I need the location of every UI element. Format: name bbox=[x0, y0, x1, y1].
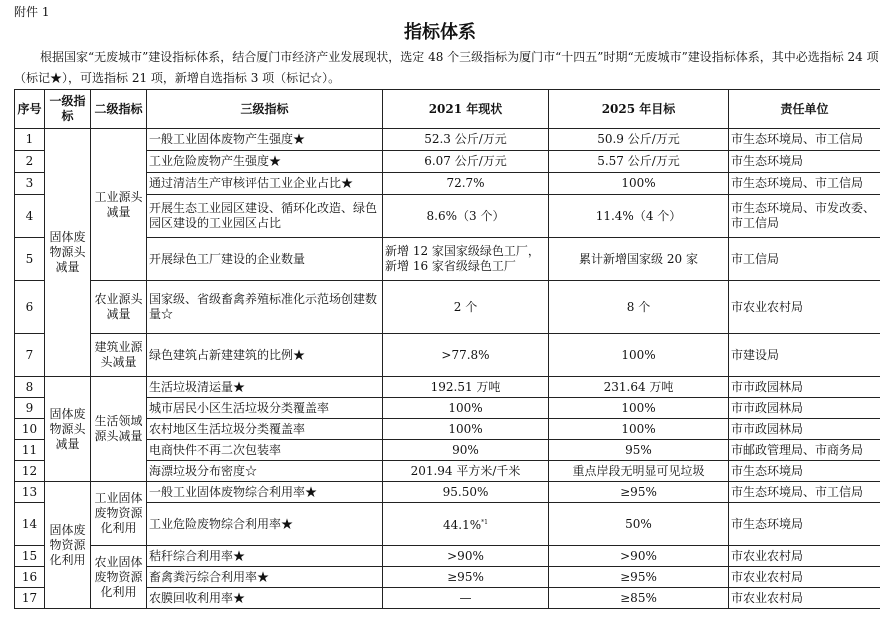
unit-cell: 市农业农村局 bbox=[729, 567, 880, 588]
unit-cell: 市生态环境局、市发改委、市工信局 bbox=[729, 195, 880, 238]
value-2021: 8.6%（3 个） bbox=[383, 195, 549, 238]
row-no: 1 bbox=[15, 129, 45, 151]
unit-cell: 市市政园林局 bbox=[729, 398, 880, 419]
indicator-cell: 工业危险废物综合利用率★ bbox=[147, 503, 383, 546]
indicator-cell: 畜禽粪污综合利用率★ bbox=[147, 567, 383, 588]
value-2021: 100% bbox=[383, 398, 549, 419]
unit-cell: 市生态环境局 bbox=[729, 151, 880, 173]
value-2025: 100% bbox=[549, 334, 729, 377]
value-2025: 100% bbox=[549, 398, 729, 419]
col-header-unit: 责任单位 bbox=[729, 90, 880, 129]
footnote-mark: *1 bbox=[481, 519, 488, 526]
unit-cell: 市市政园林局 bbox=[729, 419, 880, 440]
value-2021: 90% bbox=[383, 440, 549, 461]
unit-cell: 市农业农村局 bbox=[729, 281, 880, 334]
level2-cell: 工业源头减量 bbox=[91, 129, 147, 281]
value-2021 bbox=[383, 503, 549, 546]
value-2025: 100% bbox=[549, 173, 729, 195]
attachment-label: 附件 1 bbox=[14, 5, 50, 19]
indicator-cell: 城市居民小区生活垃圾分类覆盖率 bbox=[147, 398, 383, 419]
value-2021: 2 个 bbox=[383, 281, 549, 334]
level2-cell: 工业固体废物资源化利用 bbox=[91, 482, 147, 546]
unit-cell: 市生态环境局 bbox=[729, 503, 880, 546]
level2-cell: 建筑业源头减量 bbox=[91, 334, 147, 377]
col-header-2025: 2025 年目标 bbox=[549, 90, 729, 129]
row-no: 15 bbox=[15, 546, 45, 567]
level2-cell: 生活领域源头减量 bbox=[91, 377, 147, 482]
value-2021: 192.51 万吨 bbox=[383, 377, 549, 398]
row-no: 10 bbox=[15, 419, 45, 440]
row-no: 4 bbox=[15, 195, 45, 238]
value-2025: 100% bbox=[549, 419, 729, 440]
value-2025: 231.64 万吨 bbox=[549, 377, 729, 398]
value-2025: 50.9 公斤/万元 bbox=[549, 129, 729, 151]
row-no: 13 bbox=[15, 482, 45, 503]
page-title: 指标体系 bbox=[404, 22, 476, 43]
unit-cell: 市工信局 bbox=[729, 238, 880, 281]
table-row bbox=[15, 482, 880, 503]
indicator-cell: 开展绿色工厂建设的企业数量 bbox=[147, 238, 383, 281]
value-2021: 95.50% bbox=[383, 482, 549, 503]
col-header-level2: 二级指标 bbox=[91, 90, 147, 129]
value-2021: 52.3 公斤/万元 bbox=[383, 129, 549, 151]
unit-cell: 市市政园林局 bbox=[729, 377, 880, 398]
table-row bbox=[15, 334, 880, 377]
row-no: 14 bbox=[15, 503, 45, 546]
indicator-cell: 一般工业固体废物产生强度★ bbox=[147, 129, 383, 151]
unit-cell: 市生态环境局、市工信局 bbox=[729, 129, 880, 151]
indicator-cell: 生活垃圾清运量★ bbox=[147, 377, 383, 398]
table-row bbox=[15, 377, 880, 398]
value-2021-text: 44.1% bbox=[443, 518, 482, 532]
value-2021: 6.07 公斤/万元 bbox=[383, 151, 549, 173]
indicator-cell: 工业危险废物产生强度★ bbox=[147, 151, 383, 173]
level1-cell: 固体废物资源化利用 bbox=[45, 482, 91, 609]
col-header-level3: 三级指标 bbox=[147, 90, 383, 129]
value-2025: >90% bbox=[549, 546, 729, 567]
table-header-row bbox=[15, 90, 880, 129]
unit-cell: 市建设局 bbox=[729, 334, 880, 377]
row-no: 8 bbox=[15, 377, 45, 398]
indicator-cell: 海漂垃圾分布密度☆ bbox=[147, 461, 383, 482]
unit-cell: 市农业农村局 bbox=[729, 588, 880, 609]
row-no: 17 bbox=[15, 588, 45, 609]
unit-cell: 市农业农村局 bbox=[729, 546, 880, 567]
value-2025: 95% bbox=[549, 440, 729, 461]
level2-cell: 农业固体废物资源化利用 bbox=[91, 546, 147, 609]
indicator-cell: 农膜回收利用率★ bbox=[147, 588, 383, 609]
value-2021: 100% bbox=[383, 419, 549, 440]
value-2021: 72.7% bbox=[383, 173, 549, 195]
row-no: 6 bbox=[15, 281, 45, 334]
indicator-cell: 通过清洁生产审核评估工业企业占比★ bbox=[147, 173, 383, 195]
value-2021: ≥95% bbox=[383, 567, 549, 588]
col-header-2021: 2021 年现状 bbox=[383, 90, 549, 129]
value-2021: 新增 12 家国家级绿色工厂，新增 16 家省级绿色工厂 bbox=[383, 238, 549, 281]
table-row bbox=[15, 281, 880, 334]
value-2025: 5.57 公斤/万元 bbox=[549, 151, 729, 173]
row-no: 7 bbox=[15, 334, 45, 377]
level1-cell: 固体废物源头减量 bbox=[45, 377, 91, 482]
indicator-cell: 国家级、省级畜禽养殖标准化示范场创建数量☆ bbox=[147, 281, 383, 334]
table-row bbox=[15, 546, 880, 567]
indicator-cell: 绿色建筑占新建建筑的比例★ bbox=[147, 334, 383, 377]
unit-cell: 市生态环境局 bbox=[729, 461, 880, 482]
indicator-cell: 开展生态工业园区建设、循环化改造、绿色园区建设的工业园区占比 bbox=[147, 195, 383, 238]
level2-cell: 农业源头减量 bbox=[91, 281, 147, 334]
value-2021: >77.8% bbox=[383, 334, 549, 377]
row-no: 3 bbox=[15, 173, 45, 195]
row-no: 5 bbox=[15, 238, 45, 281]
row-no: 11 bbox=[15, 440, 45, 461]
row-no: 16 bbox=[15, 567, 45, 588]
row-no: 2 bbox=[15, 151, 45, 173]
level1-cell: 固体废物源头减量 bbox=[45, 129, 91, 377]
value-2021: >90% bbox=[383, 546, 549, 567]
unit-cell: 市生态环境局、市工信局 bbox=[729, 482, 880, 503]
col-header-level1: 一级指标 bbox=[45, 90, 91, 129]
row-no: 12 bbox=[15, 461, 45, 482]
value-2021: — bbox=[383, 588, 549, 609]
value-2025: ≥95% bbox=[549, 567, 729, 588]
indicator-cell: 秸秆综合利用率★ bbox=[147, 546, 383, 567]
col-header-no: 序号 bbox=[15, 90, 45, 129]
indicator-cell: 一般工业固体废物综合利用率★ bbox=[147, 482, 383, 503]
table-row bbox=[15, 129, 880, 151]
unit-cell: 市生态环境局、市工信局 bbox=[729, 173, 880, 195]
value-2025: 8 个 bbox=[549, 281, 729, 334]
row-no: 9 bbox=[15, 398, 45, 419]
unit-cell: 市邮政管理局、市商务局 bbox=[729, 440, 880, 461]
indicator-cell: 电商快件不再二次包装率 bbox=[147, 440, 383, 461]
value-2025: 11.4%（4 个） bbox=[549, 195, 729, 238]
indicator-table bbox=[14, 89, 880, 609]
value-2025: 累计新增国家级 20 家 bbox=[549, 238, 729, 281]
value-2025: 50% bbox=[549, 503, 729, 546]
indicator-cell: 农村地区生活垃圾分类覆盖率 bbox=[147, 419, 383, 440]
value-2021: 201.94 平方米/千米 bbox=[383, 461, 549, 482]
value-2025: 重点岸段无明显可见垃圾 bbox=[549, 461, 729, 482]
intro-paragraph: 根据国家“无废城市”建设指标体系，结合厦门市经济产业发展现状，选定 48 个三级指标为厦门市“十四五”时期“无废城市”建设指标体系，其中必选指标 24 项（标记★），可选指标 21 项，新增自选指标 3 项（标记☆）。 bbox=[14, 50, 879, 85]
value-2025: ≥95% bbox=[549, 482, 729, 503]
value-2025: ≥85% bbox=[549, 588, 729, 609]
